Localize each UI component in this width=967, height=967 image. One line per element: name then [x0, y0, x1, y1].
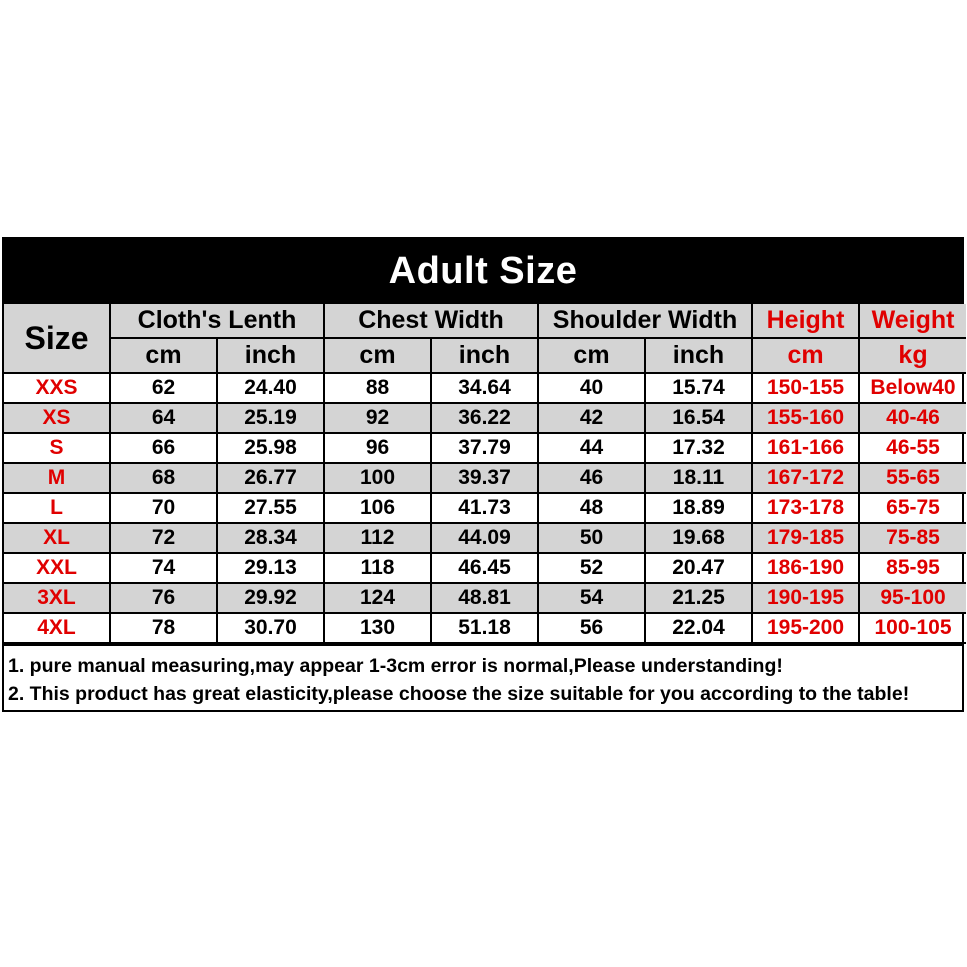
length-cm: 76 — [110, 583, 217, 613]
chest-inch: 44.09 — [431, 523, 538, 553]
length-cm: 78 — [110, 613, 217, 643]
unit-shoulder-inch: inch — [645, 338, 752, 373]
chest-inch: 46.45 — [431, 553, 538, 583]
chest-inch: 51.18 — [431, 613, 538, 643]
chest-cm: 112 — [324, 523, 431, 553]
shoulder-cm: 50 — [538, 523, 645, 553]
notes — [4, 644, 962, 710]
chest-inch: 36.22 — [431, 403, 538, 433]
table-row — [4, 613, 966, 643]
table-row — [4, 403, 966, 433]
header-size: Size — [4, 304, 110, 373]
weight-range: 100-105 — [859, 613, 966, 643]
shoulder-cm: 56 — [538, 613, 645, 643]
length-cm: 68 — [110, 463, 217, 493]
shoulder-cm: 54 — [538, 583, 645, 613]
header-chest-width: Chest Width — [324, 304, 538, 338]
size-label: XXS — [4, 373, 110, 403]
unit-weight-kg: kg — [859, 338, 966, 373]
size-label: 4XL — [4, 613, 110, 643]
height-range: 195-200 — [752, 613, 859, 643]
length-cm: 64 — [110, 403, 217, 433]
weight-range: 65-75 — [859, 493, 966, 523]
chart-title: Adult Size — [4, 239, 962, 304]
length-inch: 29.13 — [217, 553, 324, 583]
shoulder-inch: 15.74 — [645, 373, 752, 403]
height-range: 173-178 — [752, 493, 859, 523]
header-weight: Weight — [859, 304, 966, 338]
table-row — [4, 493, 966, 523]
chest-cm: 88 — [324, 373, 431, 403]
chest-cm: 118 — [324, 553, 431, 583]
size-label: L — [4, 493, 110, 523]
length-inch: 27.55 — [217, 493, 324, 523]
chest-cm: 124 — [324, 583, 431, 613]
chest-inch: 34.64 — [431, 373, 538, 403]
height-range: 150-155 — [752, 373, 859, 403]
note-1: 1. pure manual measuring,may appear 1-3cm error is normal,Please understanding! — [8, 655, 783, 677]
length-inch: 25.98 — [217, 433, 324, 463]
chest-cm: 100 — [324, 463, 431, 493]
length-cm: 66 — [110, 433, 217, 463]
unit-length-inch: inch — [217, 338, 324, 373]
header-row-groups — [4, 304, 966, 338]
shoulder-inch: 21.25 — [645, 583, 752, 613]
size-table — [4, 304, 966, 644]
table-row — [4, 553, 966, 583]
shoulder-cm: 46 — [538, 463, 645, 493]
size-label: S — [4, 433, 110, 463]
shoulder-cm: 44 — [538, 433, 645, 463]
table-row — [4, 373, 966, 403]
length-inch: 28.34 — [217, 523, 324, 553]
chest-inch: 41.73 — [431, 493, 538, 523]
shoulder-inch: 22.04 — [645, 613, 752, 643]
header-shoulder-width: Shoulder Width — [538, 304, 752, 338]
shoulder-inch: 19.68 — [645, 523, 752, 553]
shoulder-inch: 16.54 — [645, 403, 752, 433]
length-cm: 70 — [110, 493, 217, 523]
chest-inch: 48.81 — [431, 583, 538, 613]
table-row — [4, 463, 966, 493]
length-inch: 24.40 — [217, 373, 324, 403]
size-label: 3XL — [4, 583, 110, 613]
chest-inch: 37.79 — [431, 433, 538, 463]
unit-chest-cm: cm — [324, 338, 431, 373]
height-range: 179-185 — [752, 523, 859, 553]
height-range: 190-195 — [752, 583, 859, 613]
weight-range: 40-46 — [859, 403, 966, 433]
height-range: 161-166 — [752, 433, 859, 463]
size-label: XXL — [4, 553, 110, 583]
weight-range: 46-55 — [859, 433, 966, 463]
weight-range: Below40 — [859, 373, 966, 403]
shoulder-cm: 52 — [538, 553, 645, 583]
length-inch: 30.70 — [217, 613, 324, 643]
length-inch: 25.19 — [217, 403, 324, 433]
chest-cm: 130 — [324, 613, 431, 643]
table-row — [4, 433, 966, 463]
height-range: 167-172 — [752, 463, 859, 493]
unit-shoulder-cm: cm — [538, 338, 645, 373]
note-2: 2. This product has great elasticity,please choose the size suitable for you according to the table! — [8, 683, 910, 705]
shoulder-cm: 42 — [538, 403, 645, 433]
header-height: Height — [752, 304, 859, 338]
size-label: M — [4, 463, 110, 493]
unit-length-cm: cm — [110, 338, 217, 373]
weight-range: 55-65 — [859, 463, 966, 493]
shoulder-cm: 40 — [538, 373, 645, 403]
chest-inch: 39.37 — [431, 463, 538, 493]
size-chart — [2, 237, 964, 712]
weight-range: 95-100 — [859, 583, 966, 613]
height-range: 155-160 — [752, 403, 859, 433]
shoulder-cm: 48 — [538, 493, 645, 523]
unit-chest-inch: inch — [431, 338, 538, 373]
length-cm: 62 — [110, 373, 217, 403]
length-cm: 72 — [110, 523, 217, 553]
unit-height-cm: cm — [752, 338, 859, 373]
weight-range: 75-85 — [859, 523, 966, 553]
chest-cm: 92 — [324, 403, 431, 433]
weight-range: 85-95 — [859, 553, 966, 583]
shoulder-inch: 20.47 — [645, 553, 752, 583]
header-cloth-length: Cloth's Lenth — [110, 304, 324, 338]
shoulder-inch: 17.32 — [645, 433, 752, 463]
length-inch: 29.92 — [217, 583, 324, 613]
table-row — [4, 583, 966, 613]
header-row-units — [4, 338, 966, 373]
table-row — [4, 523, 966, 553]
shoulder-inch: 18.11 — [645, 463, 752, 493]
length-cm: 74 — [110, 553, 217, 583]
height-range: 186-190 — [752, 553, 859, 583]
size-label: XL — [4, 523, 110, 553]
length-inch: 26.77 — [217, 463, 324, 493]
size-label: XS — [4, 403, 110, 433]
shoulder-inch: 18.89 — [645, 493, 752, 523]
chest-cm: 106 — [324, 493, 431, 523]
chest-cm: 96 — [324, 433, 431, 463]
